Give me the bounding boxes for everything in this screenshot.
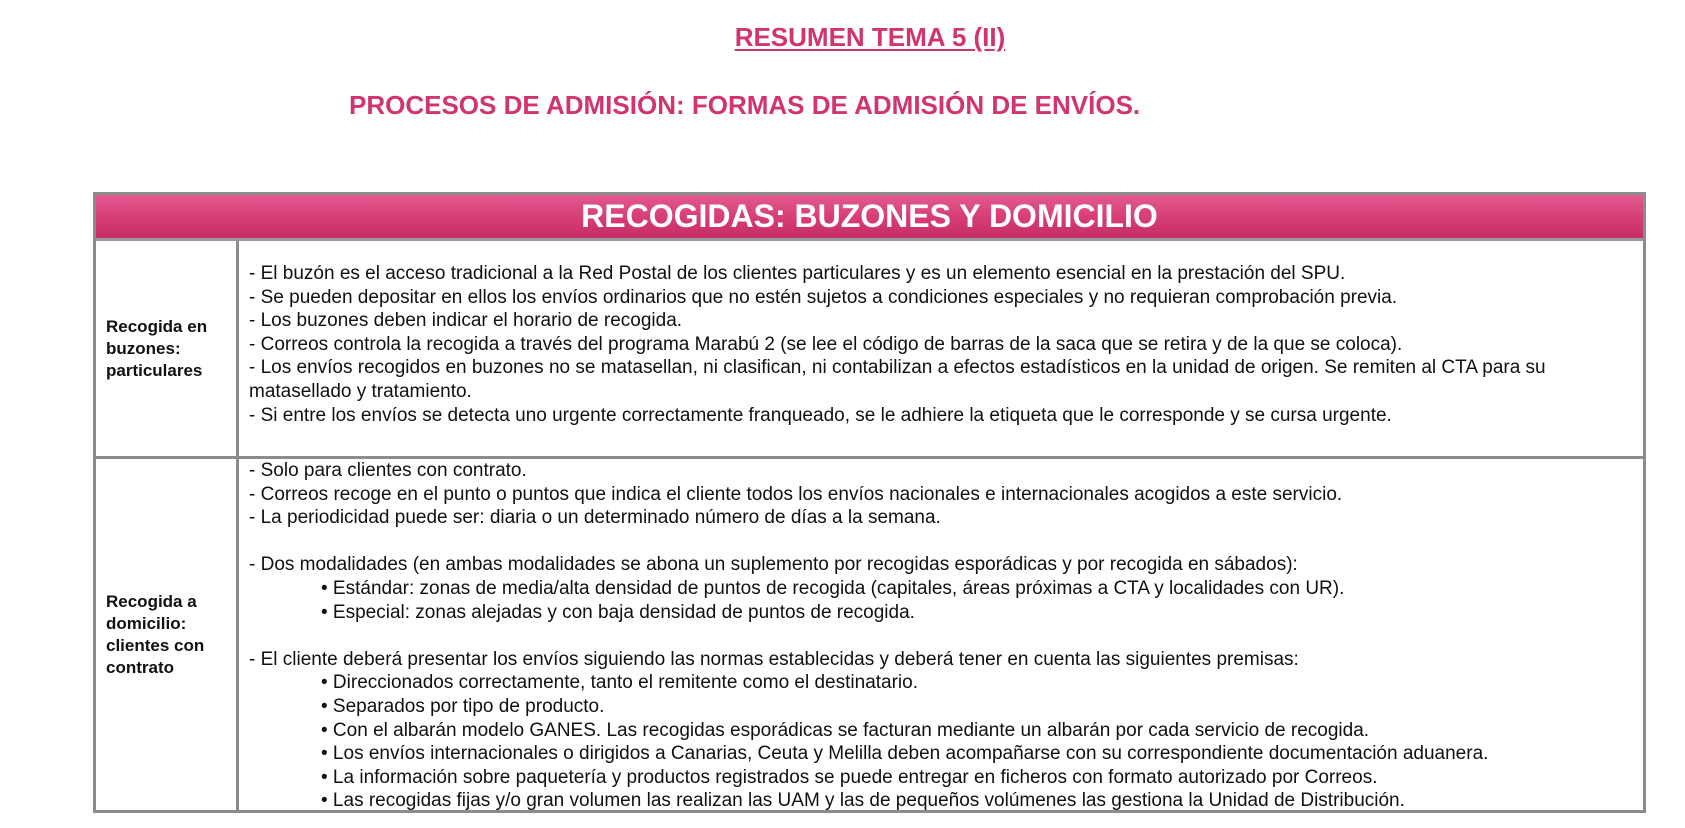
row-label: Recogida en buzones: particulares: [106, 316, 208, 380]
content-line: - Los envíos recogidos en buzones no se matasellan, ni clasifican, ni contabilizan a efectos estadísticos en la unidad de origen. Se remiten al CTA para su matasellado y tratamiento.: [249, 357, 1546, 402]
content-line: - Dos modalidades (en ambas modalidades se abona un suplemento por recogidas esporádicas y por recogida en sábados):: [249, 554, 1298, 576]
bullet-item: • La información sobre paquetería y productos registrados se puede entregar en ficheros con formato autorizado por Correos.: [321, 766, 1378, 788]
content-line: - Correos controla la recogida a través del programa Marabú 2 (se lee el código de barras de la saca que se retira y de la que se coloca).: [249, 333, 1403, 355]
content-line: - El buzón es el acceso tradicional a la Red Postal de los clientes particulares y es un elemento esencial en la prestación del SPU.: [249, 263, 1346, 284]
bullet-item: • Direccionados correctamente, tanto el remitente como el destinatario.: [321, 672, 918, 694]
document-subtitle: PROCESOS DE ADMISIÓN: FORMAS DE ADMISIÓN DE ENVÍOS.: [349, 90, 1141, 120]
row-content-cell: [239, 241, 1643, 456]
content-line: - Los buzones deben indicar el horario de recogida.: [249, 310, 683, 332]
bullet-item: • Separados por tipo de producto.: [321, 695, 605, 717]
summary-table: [93, 192, 1646, 813]
content-line: - Correos recoge en el punto o puntos que indica el cliente todos los envíos nacionales e internacionales acogidos a este servicio.: [249, 483, 1343, 505]
bullet-item: • Estándar: zonas de media/alta densidad de puntos de recogida (capitales, áreas próximas a CTA y localidades con UR).: [321, 577, 1345, 599]
row-label: Recogida a domicilio: clientes con contrato: [106, 591, 205, 677]
content-line: - Se pueden depositar en ellos los envíos ordinarios que no estén sujetos a condiciones especiales y no requieran comprobación previa.: [249, 286, 1398, 308]
row-content-cell: [239, 459, 1643, 810]
row-label-cell: [96, 241, 239, 456]
content-line: - El cliente deberá presentar los envíos siguiendo las normas establecidas y deberá tener en cuenta las siguientes premisas:: [249, 648, 1299, 670]
table-header: RECOGIDAS: BUZONES Y DOMICILIO: [96, 195, 1643, 241]
row-label-cell: [96, 459, 239, 810]
bullet-item: • Especial: zonas alejadas y con baja densidad de puntos de recogida.: [321, 601, 915, 623]
bullet-item: • Los envíos internacionales o dirigidos a Canarias, Ceuta y Melilla deben acompañarse con su correspondiente documentación aduanera.: [321, 743, 1489, 765]
content-line: - Si entre los envíos se detecta uno urgente correctamente franqueado, se le adhiere la etiqueta que le corresponde y se cursa urgente.: [249, 404, 1392, 426]
spacer: [249, 530, 1643, 554]
content-line: - Solo para clientes con contrato.: [249, 460, 527, 481]
bullet-item: • Las recogidas fijas y/o gran volumen las realizan las UAM y las de pequeños volúmenes las gestiona la Unidad de Distribución.: [321, 790, 1405, 812]
table-row-buzones: [96, 241, 1643, 459]
content-line: - La periodicidad puede ser: diaria o un determinado número de días a la semana.: [249, 507, 941, 529]
spacer: [249, 624, 1643, 648]
document-title: RESUMEN TEMA 5 (II): [734, 22, 1006, 52]
bullet-item: • Con el albarán modelo GANES. Las recogidas esporádicas se facturan mediante un albarán por cada servicio de recogida.: [321, 719, 1370, 741]
table-row-domicilio: [96, 459, 1643, 810]
